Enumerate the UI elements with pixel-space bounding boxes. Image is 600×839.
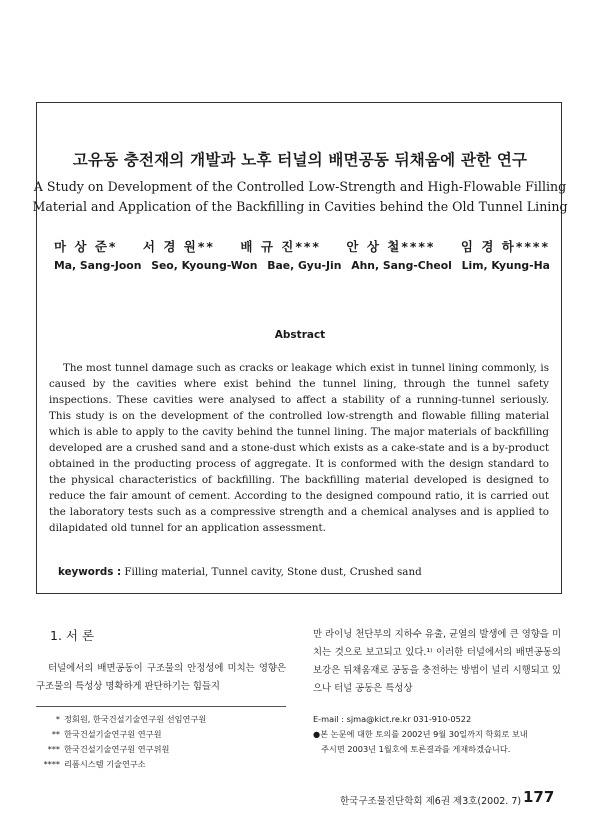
author-english: Seo, Kyoung-Won: [151, 259, 258, 272]
author-english: Ahn, Sang-Cheol: [351, 259, 452, 272]
footnote-mark: ***: [47, 744, 60, 754]
english-title-line-2: Material and Application of the Backfilling in Cavities behind the Old Tunnel Lining: [32, 199, 568, 214]
footnote-text: 한국건설기술연구원 연구위원: [64, 744, 170, 754]
discussion-note-line-2: 주시면 2003년 1월호에 토론결과를 게재하겠습니다.: [321, 744, 511, 754]
author-english: Bae, Gyu-Jin: [267, 259, 342, 272]
footnote-text: 한국건설기술연구원 연구원: [64, 729, 162, 739]
footnote-text: 리폼시스템 기술연구소: [64, 759, 146, 769]
authors-korean: [54, 237, 550, 255]
footnote: [36, 712, 206, 727]
page-number: 177: [523, 788, 555, 806]
author-korean: 마 상 준*: [54, 239, 118, 254]
korean-title: 고유동 충전재의 개발과 노후 터널의 배면공동 뒤채움에 관한 연구: [72, 151, 528, 169]
email-line: E-mail : sjma@kict.re.kr 031-910-0522: [313, 714, 472, 724]
abstract-body: The most tunnel damage such as cracks or leakage which exist in tunnel lining commonly, is caused by the cavities where exist behind the tunnel lining, through the tunnel safety inspections. These cavities were analysed to affect a stability of a running-tunnel seriously. This study is on the development of the controlled low-strength and flowable filling material which is able to apply to the cavity behind the tunnel lining. The major materials of backfilling developed are a crushed sand and a stone-dust which exists as a cake-state and is a by-product obtained in the producting process of aggregate. It is conformed with the design standard to the physical characteristics of backfilling. The backfilling material developed is designed to reduce the fair amount of cement. According to the designed compound ratio, it is carried out the laboratory tests such as a compressive strength and a chemical analyses and is applied to dilapidated old tunnel for an application assessment.: [49, 362, 549, 534]
keywords-label: keywords :: [58, 566, 122, 578]
footnote: [36, 742, 206, 757]
discussion-note-line-1: ●본 논문에 대한 토의를 2002년 9월 30일까지 학회로 보내: [313, 729, 528, 739]
right-column-paragraph: 만 라이닝 천단부의 지하수 유출, 균열의 발생에 큰 영향을 미치는 것으로 보고되고 있다.¹⁾ 이러한 터널에서의 배면공동의 보강은 뒤채움재로 공동을 충전하는 방법이 널리 시행되고 있으나 터널 공동은 특성상: [313, 629, 561, 694]
footnote-mark: *: [55, 714, 60, 724]
keywords: [58, 566, 422, 578]
keywords-text: Filling material, Tunnel cavity, Stone dust, Crushed sand: [121, 566, 422, 578]
footnote-mark: ****: [43, 759, 60, 769]
author-korean: 서 경 원**: [142, 239, 215, 254]
author-english: Lim, Kyung-Ha: [461, 259, 550, 272]
english-title-line-1: A Study on Development of the Controlled Low-Strength and High-Flowable Filling: [33, 179, 567, 194]
authors-english: [54, 259, 550, 272]
left-column-paragraph: 터널에서의 배면공동이 구조물의 안정성에 미치는 영향은 구조물의 특성상 명확하게 판단하기는 힘들지: [36, 663, 286, 692]
abstract-heading: Abstract: [274, 329, 326, 341]
author-korean: 임 경 하****: [460, 239, 550, 254]
journal-footer: 한국구조물진단학회 제6권 제3호(2002. 7): [340, 796, 522, 807]
footnote-text: 정회원, 한국건설기술연구원 선임연구원: [64, 714, 207, 724]
author-korean: 배 규 진***: [240, 239, 321, 254]
section-heading: 1. 서 론: [50, 628, 95, 643]
author-korean: 안 상 철****: [346, 239, 436, 254]
footnote: [36, 757, 206, 772]
english-title: [0, 177, 600, 217]
footnote-rule: [36, 706, 286, 707]
contact-notes: [313, 712, 563, 757]
author-english: Ma, Sang-Joon: [54, 259, 142, 272]
footnote-mark: **: [51, 729, 60, 739]
footnote: [36, 727, 206, 742]
author-footnotes: [36, 712, 206, 772]
